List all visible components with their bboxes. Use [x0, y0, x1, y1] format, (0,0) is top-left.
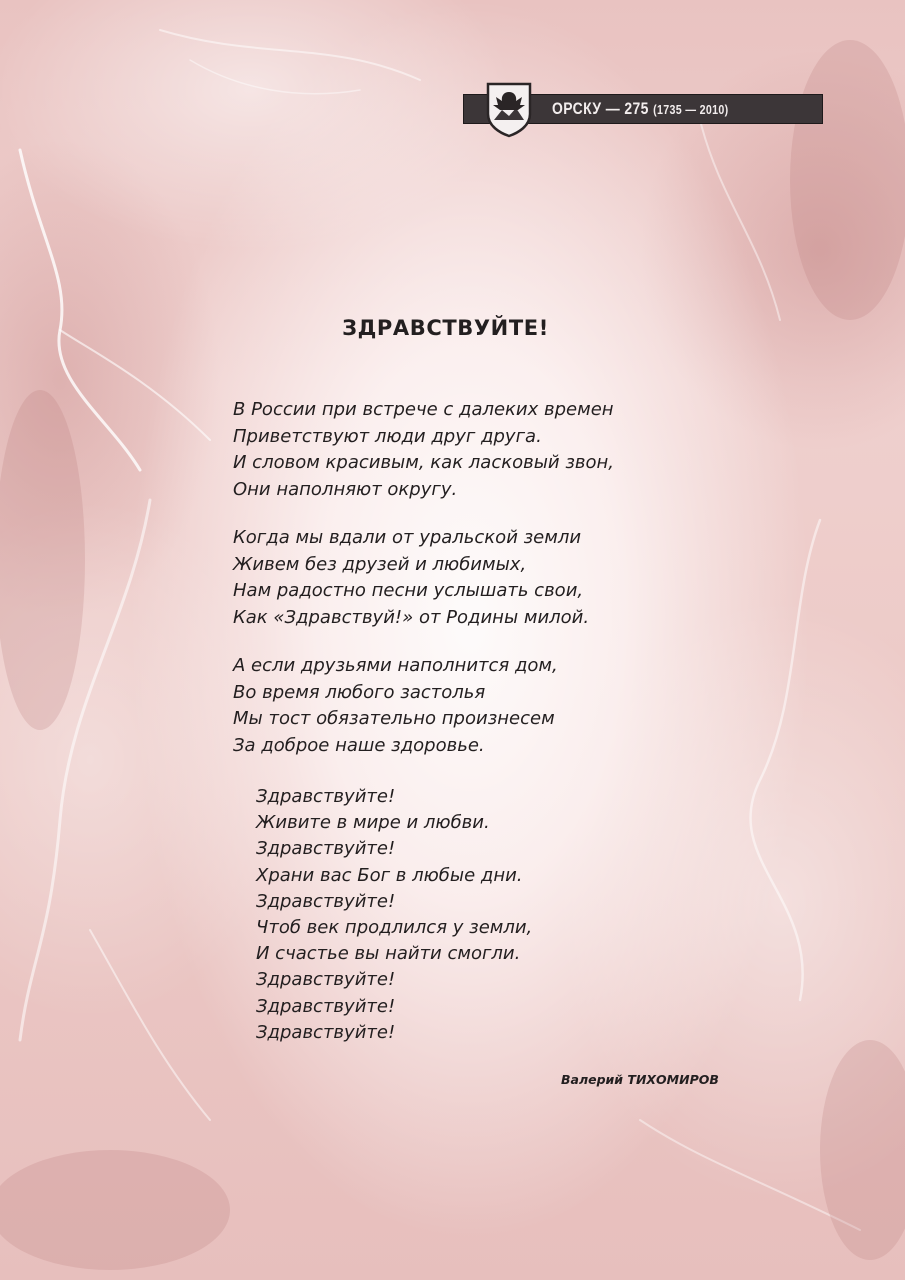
poem-line: Когда мы вдали от уральской земли: [233, 527, 582, 548]
poem-line: Приветствуют люди друг друга.: [233, 425, 542, 447]
poem-line: Здравствуйте!: [256, 995, 396, 1017]
poem-line: Живите в мире и любви.: [256, 812, 490, 834]
poem-line: Здравствуйте!: [256, 969, 396, 991]
poem-line: За доброе наше здоровье.: [233, 734, 485, 756]
poem-line: Храни вас Бог в любые дни.: [256, 864, 523, 886]
poem-line: А если друзьями наполнится дом,: [233, 655, 558, 676]
poem-line: Здравствуйте!: [256, 1021, 396, 1043]
poem-line: И счастье вы найти смогли.: [256, 943, 521, 965]
poem-author: Валерий ТИХОМИРОВ: [561, 1072, 719, 1087]
poem-line: Чтоб век продлился у земли,: [256, 917, 533, 939]
poem-stanza-2: [233, 525, 589, 631]
anniversary-label: [552, 94, 729, 124]
poem-line: В России при встрече с далеких времен: [233, 399, 614, 420]
poem-line: Нам радостно песни услышать свои,: [233, 580, 584, 601]
poem-line: Здравствуйте!: [256, 890, 396, 912]
poem-stanza-3: [233, 653, 558, 759]
coat-of-arms-icon: [484, 80, 534, 138]
poem-line: Живем без друзей и любимых,: [233, 553, 527, 575]
poem-line: Во время любого застолья: [233, 681, 486, 703]
poem-line: Здравствуйте!: [256, 786, 396, 807]
poem-line: Здравствуйте!: [256, 838, 396, 860]
anniversary-city-label: ОРСКУ — 275: [552, 99, 649, 118]
poem-line: Мы тост обязательно произнесем: [233, 708, 555, 729]
poem-refrain: [256, 784, 532, 1046]
poem-line: Как «Здравствуй!» от Родины милой.: [233, 606, 590, 628]
poem-line: Они наполняют округу.: [233, 478, 458, 500]
poem-title: ЗДРАВСТВУЙТЕ!: [342, 316, 549, 340]
anniversary-years-label: (1735 — 2010): [653, 102, 729, 117]
poem-line: И словом красивым, как ласковый звон,: [233, 452, 615, 473]
poem-stanza-1: [233, 397, 614, 503]
